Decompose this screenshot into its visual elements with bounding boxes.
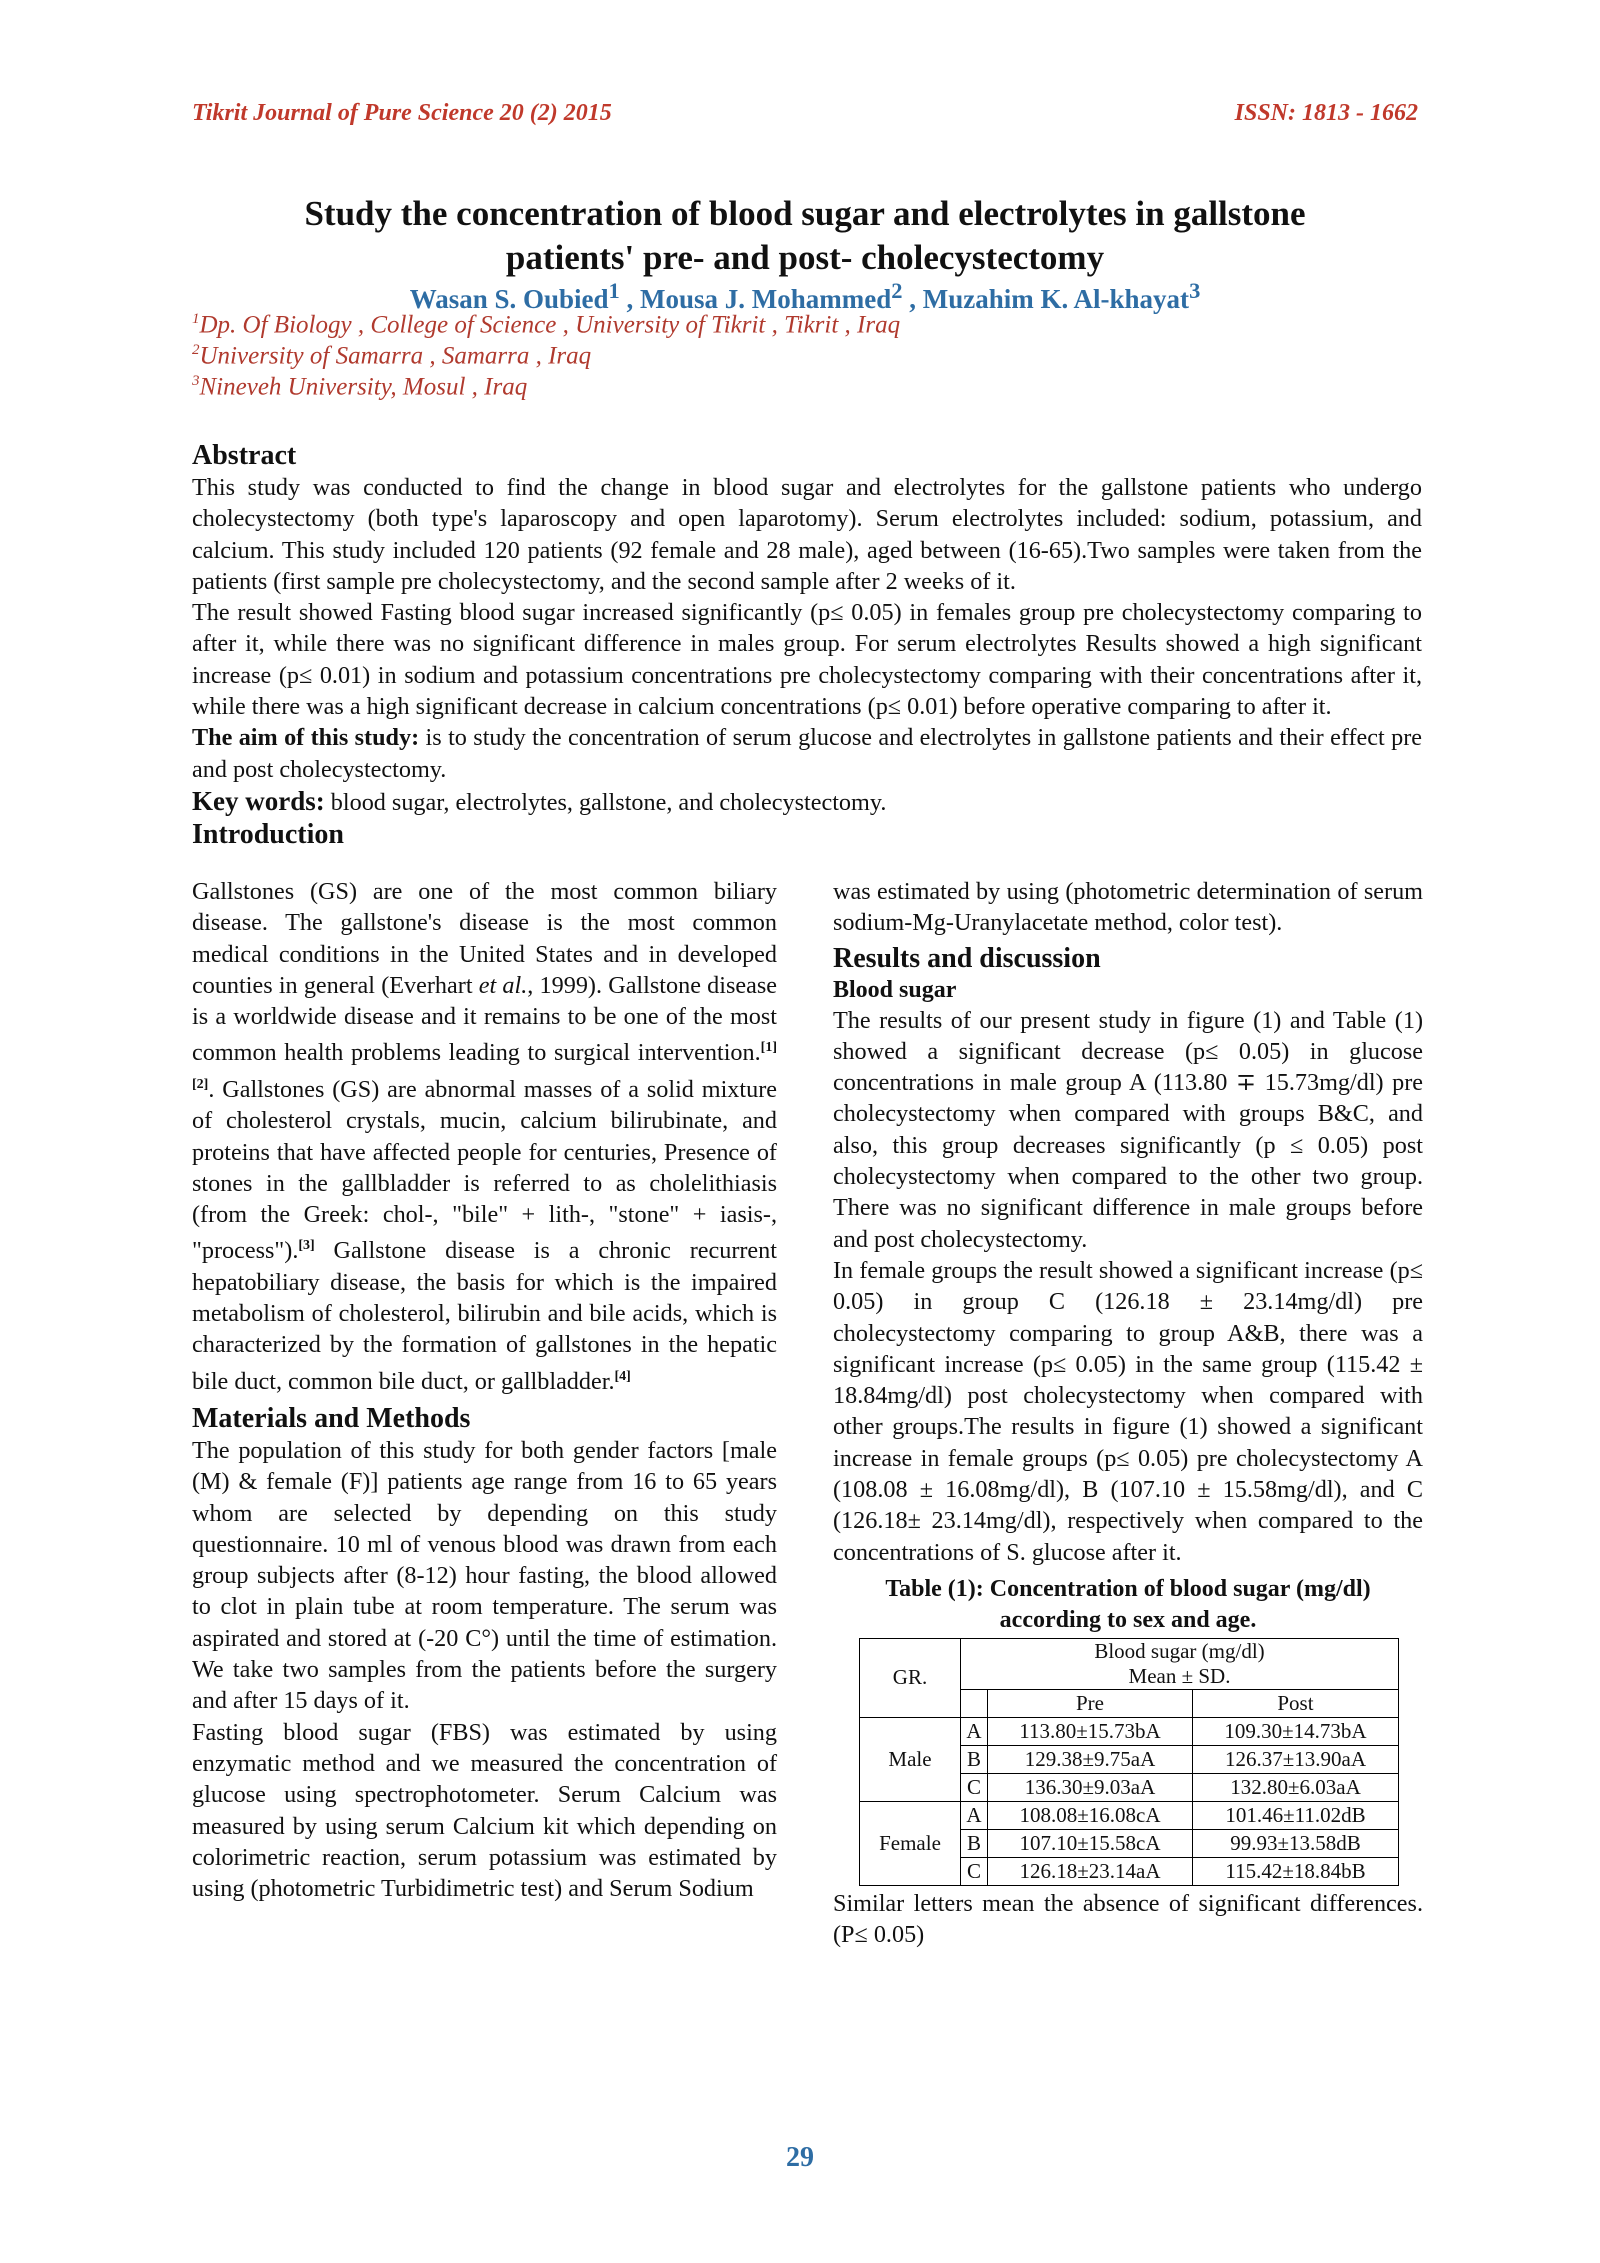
intro-text: Gallstone disease is a chronic recurrent hepatobiliary disease, the basis for which is the impaired metabolism of cholesterol, bilirubin and bile acids, which is characterized by the formation of gallstones in the hepatic bile duct, common bile duct, or gallbladder.: [192, 1237, 777, 1395]
left-column: [192, 876, 777, 1904]
subgroup-cell: A: [961, 1801, 988, 1829]
affiliation: [192, 311, 900, 339]
affiliation-text: University of Samarra , Samarra , Iraq: [199, 342, 592, 370]
title-line-1: Study the concentration of blood sugar and electrolytes in gallstone: [304, 194, 1306, 233]
table-caption-line: Table (1): Concentration of blood sugar (mg/dl): [885, 1575, 1371, 1602]
aim-label: The aim of this study:: [192, 724, 420, 752]
table-caption: [833, 1574, 1423, 1636]
intro-em: et al.: [478, 971, 528, 999]
methods-paragraph: was estimated by using (photometric determination of serum sodium-Mg-Uranylacetate method, color test).: [833, 878, 1423, 937]
subgroup-cell: C: [961, 1857, 988, 1885]
keywords: [192, 785, 1422, 819]
post-value: 126.37±13.90aA: [1192, 1745, 1398, 1773]
pre-value: 107.10±15.58cA: [988, 1829, 1193, 1857]
pre-value: 129.38±9.75aA: [988, 1745, 1193, 1773]
affiliation: [192, 373, 527, 401]
table-caption-line: according to sex and age.: [999, 1606, 1257, 1633]
results-paragraph: In female groups the result showed a significant increase (p≤ 0.05) in group C (126.18 ± 23.14mg/dl) pre cholecystectomy comparing to group A&B, there was a significant increase (p≤ 0.05) in the same group (115.42 ± 18.84mg/dl) post cholecystectomy when compared with other groups.The results in figure (1) showed a significant increase in female groups (p≤ 0.05) pre cholecystectomy A (108.08 ± 16.08mg/dl), B (107.10 ± 15.58mg/dl), and C (126.18± 23.14mg/dl), respectively when compared to the concentrations of S. glucose after it.: [833, 1256, 1423, 1566]
results-paragraph: The results of our present study in figure (1) and Table (1) showed a significant decrease (p≤ 0.05) in glucose concentrations in male group A (113.80 ∓ 15.73mg/dl) pre cholecystectomy when compared with groups B&C, and also, this group decreases significantly (p ≤ 0.05) post cholecystectomy when compared to the other two group. There was no significant difference in male groups before and post cholecystectomy.: [833, 1006, 1423, 1253]
results-heading: Results and discussion: [833, 942, 1101, 974]
issn-header: ISSN: 1813 - 1662: [1234, 100, 1418, 126]
subgroup-cell: A: [961, 1717, 988, 1745]
citation: [3]: [298, 1238, 315, 1254]
affiliation-sup: 1: [192, 311, 200, 327]
pre-value: 108.08±16.08cA: [988, 1801, 1193, 1829]
table-row: [860, 1801, 1399, 1829]
blood-sugar-subheading: Blood sugar: [833, 976, 957, 1003]
subgroup-cell: C: [961, 1773, 988, 1801]
pre-value: 136.30±9.03aA: [988, 1773, 1193, 1801]
blood-sugar-header-line: Blood sugar (mg/dl): [1094, 1638, 1265, 1663]
table-note: Similar letters mean the absence of significant differences. (P≤ 0.05): [833, 1889, 1423, 1949]
post-value: 132.80±6.03aA: [1192, 1773, 1398, 1801]
intro-text: . Gallstones (GS) are abnormal masses of a solid mixture of cholesterol crystals, mucin, calcium bilirubinate, and proteins that have affected people for centuries, Presence of stones in the gallbladder is referred to as cholelithiasis (from the Greek: chol-, "bile" + lith-, "stone" + iasis-, "process").: [192, 1075, 777, 1265]
blood-sugar-table: [859, 1638, 1399, 1886]
post-value: 109.30±14.73bA: [1192, 1717, 1398, 1745]
subgroup-cell: B: [961, 1829, 988, 1857]
abstract-heading: Abstract: [192, 440, 297, 471]
author-sup: 2: [891, 278, 903, 303]
author-name: Muzahim K. Al-khayat: [922, 284, 1190, 314]
introduction-paragraph: [192, 876, 777, 1397]
blood-sugar-header: [961, 1638, 1399, 1689]
aim-text: is to study the concentration of serum glucose and electrolytes in gallstone patients and their effect pre and post cholecystectomy.: [192, 724, 1422, 783]
affiliation-sup: 3: [192, 373, 200, 389]
abstract-paragraph: The result showed Fasting blood sugar increased significantly (p≤ 0.05) in females group pre cholecystectomy comparing to after it, while there was no significant difference in males group. For serum electrolytes Results showed a high significant increase (p≤ 0.01) in sodium and potassium concentrations pre cholecystectomy comparing with their concentrations after it, while there was a high significant decrease in calcium concentrations (p≤ 0.01) before operative comparing to after it.: [192, 599, 1422, 721]
author-name: Wasan S. Oubied: [409, 284, 609, 314]
introduction-heading: Introduction: [192, 818, 344, 850]
methods-paragraph: The population of this study for both gender factors [male (M) & female (F)] patients age range from 16 to 65 years whom are selected by depending on this study questionnaire. 10 ml of venous blood was drawn from each group subjects after (8-12) hour fasting, the blood allowed to clot in plain tube at room temperature. The serum was aspirated and stored at (-20 C°) until the time of estimation. We take two samples from the patients before the surgery and after 15 days of it.: [192, 1437, 777, 1715]
abstract-section: [192, 440, 1422, 851]
mean-sd-header: Mean ± SD.: [1128, 1663, 1231, 1688]
post-value: 115.42±18.84bB: [1192, 1857, 1398, 1885]
post-header: Post: [1192, 1689, 1398, 1717]
table-header-row: [860, 1638, 1399, 1689]
affiliation-text: Nineveh University, Mosul , Iraq: [199, 373, 528, 401]
gr-header: GR.: [860, 1638, 961, 1717]
intro-text: , 1999). Gallstone disease is a worldwide disease and it remains to be one of the most common health problems leading to surgical intervention.: [192, 971, 777, 1067]
subgroup-cell: B: [961, 1745, 988, 1773]
affiliation: [192, 342, 591, 370]
keywords-label: Key words:: [192, 785, 325, 816]
right-column: [833, 876, 1423, 1951]
affiliation-sup: 2: [192, 342, 200, 358]
post-value: 101.46±11.02dB: [1192, 1801, 1398, 1829]
author-name: Mousa J. Mohammed: [640, 284, 892, 314]
intro-text: Gallstones (GS) are one of the most common biliary disease. The gallstone's disease is the most common medical conditions in the United States and in developed counties in general (Everhart: [192, 878, 777, 999]
group-label: Female: [860, 1801, 961, 1885]
pre-value: 126.18±23.14aA: [988, 1857, 1193, 1885]
journal-header: Tikrit Journal of Pure Science 20 (2) 2015: [192, 100, 612, 126]
affiliation-text: Dp. Of Biology , College of Science , University of Tikrit , Tikrit , Iraq: [199, 311, 901, 339]
paper-title: [160, 192, 1450, 280]
title-line-2: patients' pre- and post- cholecystectomy: [505, 238, 1105, 277]
author-list: Wasan S. Oubied$^1$ , Mousa J. Mohammed$^2$ , Muzahim K. Al-khayat$^3$: [409, 278, 1201, 314]
author-sup: 3: [1189, 278, 1201, 303]
abstract-paragraph: This study was conducted to find the change in blood sugar and electrolytes for the gallstone patients who undergo cholecystectomy (both type's laparoscopy and open laparotomy). Serum electrolytes included: sodium, potassium, and calcium. This study included 120 patients (92 female and 28 male), aged between (16-65).Two samples were taken from the patients (first sample pre cholecystectomy, and the second sample after 2 weeks of it.: [192, 474, 1422, 595]
blank-header: [961, 1689, 988, 1717]
group-label: Male: [860, 1717, 961, 1801]
table-row: [860, 1717, 1399, 1745]
citation: [1][2]: [192, 1040, 777, 1092]
author-sup: 1: [608, 278, 620, 303]
methods-paragraph: Fasting blood sugar (FBS) was estimated by using enzymatic method and we measured the concentration of glucose using spectrophotometer. Serum Calcium was measured by using serum Calcium kit which depending on colorimetric reaction, serum potassium was estimated by using (photometric Turbidimetric test) and Serum Sodium: [192, 1718, 777, 1903]
page-number: 29: [786, 2142, 814, 2173]
citation: [4]: [614, 1368, 631, 1384]
aim-paragraph: [192, 722, 1422, 785]
pre-header: Pre: [988, 1689, 1193, 1717]
methods-heading: Materials and Methods: [192, 1403, 471, 1434]
pre-value: 113.80±15.73bA: [988, 1717, 1193, 1745]
keywords-text: blood sugar, electrolytes, gallstone, and cholecystectomy.: [324, 788, 887, 816]
post-value: 99.93±13.58dB: [1192, 1829, 1398, 1857]
